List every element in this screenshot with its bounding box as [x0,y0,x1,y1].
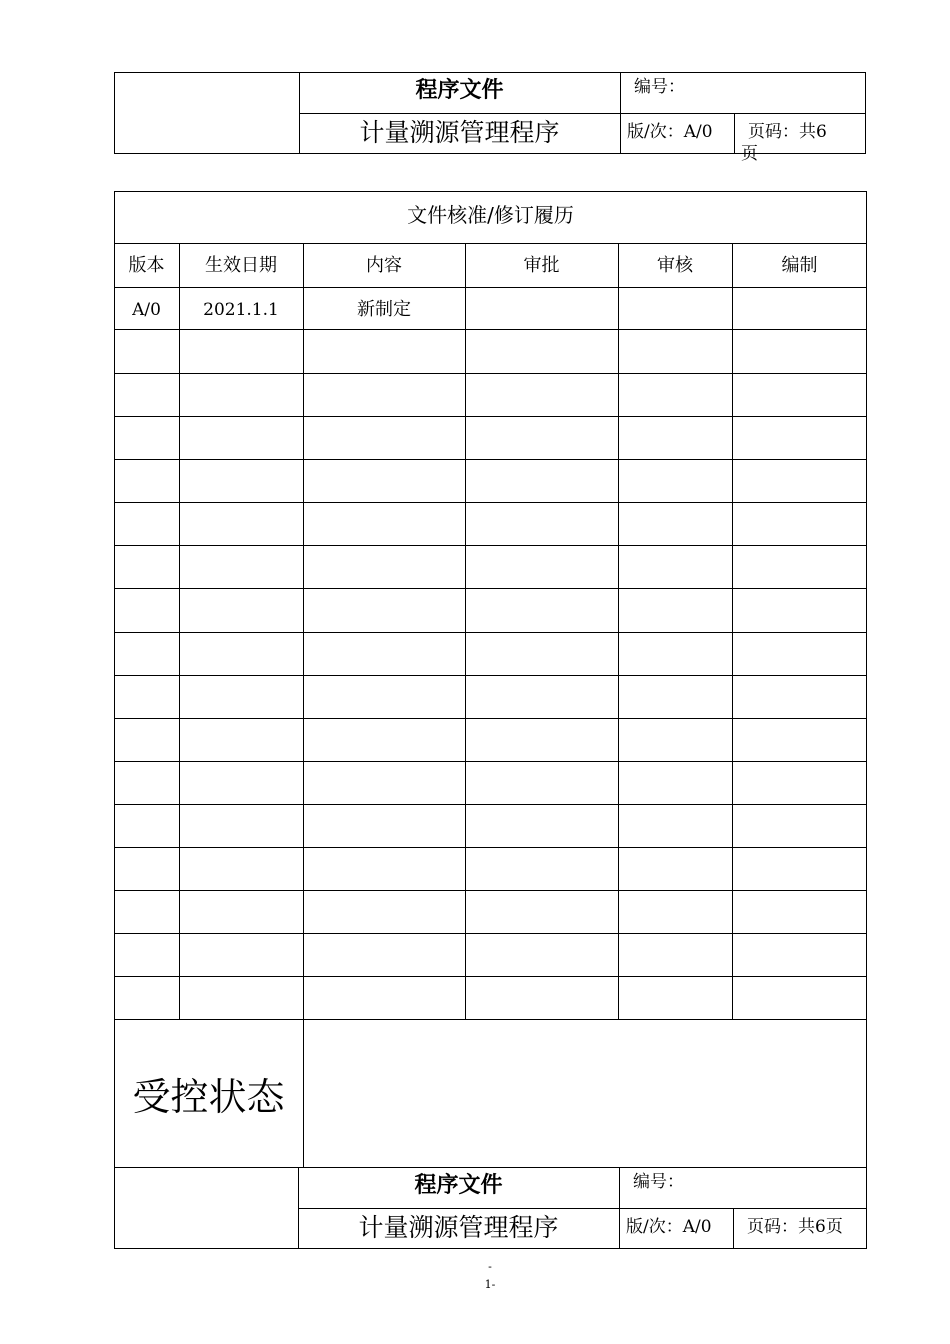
row-divider [114,588,867,589]
header-bottom-divider [298,1208,867,1209]
doc-number-label: 编号： [634,77,685,97]
row-divider [114,287,867,288]
header-bottom-divider [114,1167,867,1168]
doc-version-label: 版/次：A/0 [626,1217,712,1237]
column-header-version: 版本 [128,255,165,276]
doc-page-count-cell [735,114,865,164]
cell-effective-date: 2021.1.1 [203,300,279,320]
row-divider [114,329,867,330]
doc-page-count-label-wrap: 页 [741,144,758,164]
row-divider [114,416,867,417]
history-title-divider [114,243,867,244]
header-bottom-divider [733,1208,734,1249]
row-divider [114,632,867,633]
doc-number-label: 编号： [633,1172,684,1192]
column-header-review: 审核 [657,255,693,276]
cell-version: A/0 [132,300,161,320]
row-divider [114,847,867,848]
controlled-status-label: 受控状态 [132,1075,285,1119]
row-divider [114,502,867,503]
history-title: 文件核准/修订履历 [407,203,574,227]
page-number: 1- [484,1278,496,1291]
row-divider [114,804,867,805]
doc-title: 计量溯源管理程序 [358,1213,559,1242]
column-header-effective-date: 生效日期 [205,255,277,276]
row-divider [114,675,867,676]
doc-title: 计量溯源管理程序 [359,118,560,147]
column-header-prepared: 编制 [781,255,818,276]
column-header-content: 内容 [366,255,402,276]
doc-page-count-label: 页码：共6页 [747,1217,843,1237]
row-divider [114,933,867,934]
doc-version-label: 版/次：A/0 [627,122,713,142]
cell-content: 新制定 [357,299,411,320]
doc-page-count-label: 页码：共6 [748,122,827,142]
row-divider [114,890,867,891]
row-divider [114,373,867,374]
footer-dash: - [488,1260,492,1273]
row-divider [114,718,867,719]
row-divider [114,976,867,977]
doc-type: 程序文件 [414,1173,503,1198]
row-divider [114,761,867,762]
row-divider [114,459,867,460]
doc-type: 程序文件 [415,78,504,103]
column-header-approval: 审批 [523,255,560,276]
controlled-status-area [304,1020,866,1167]
row-divider [114,545,867,546]
